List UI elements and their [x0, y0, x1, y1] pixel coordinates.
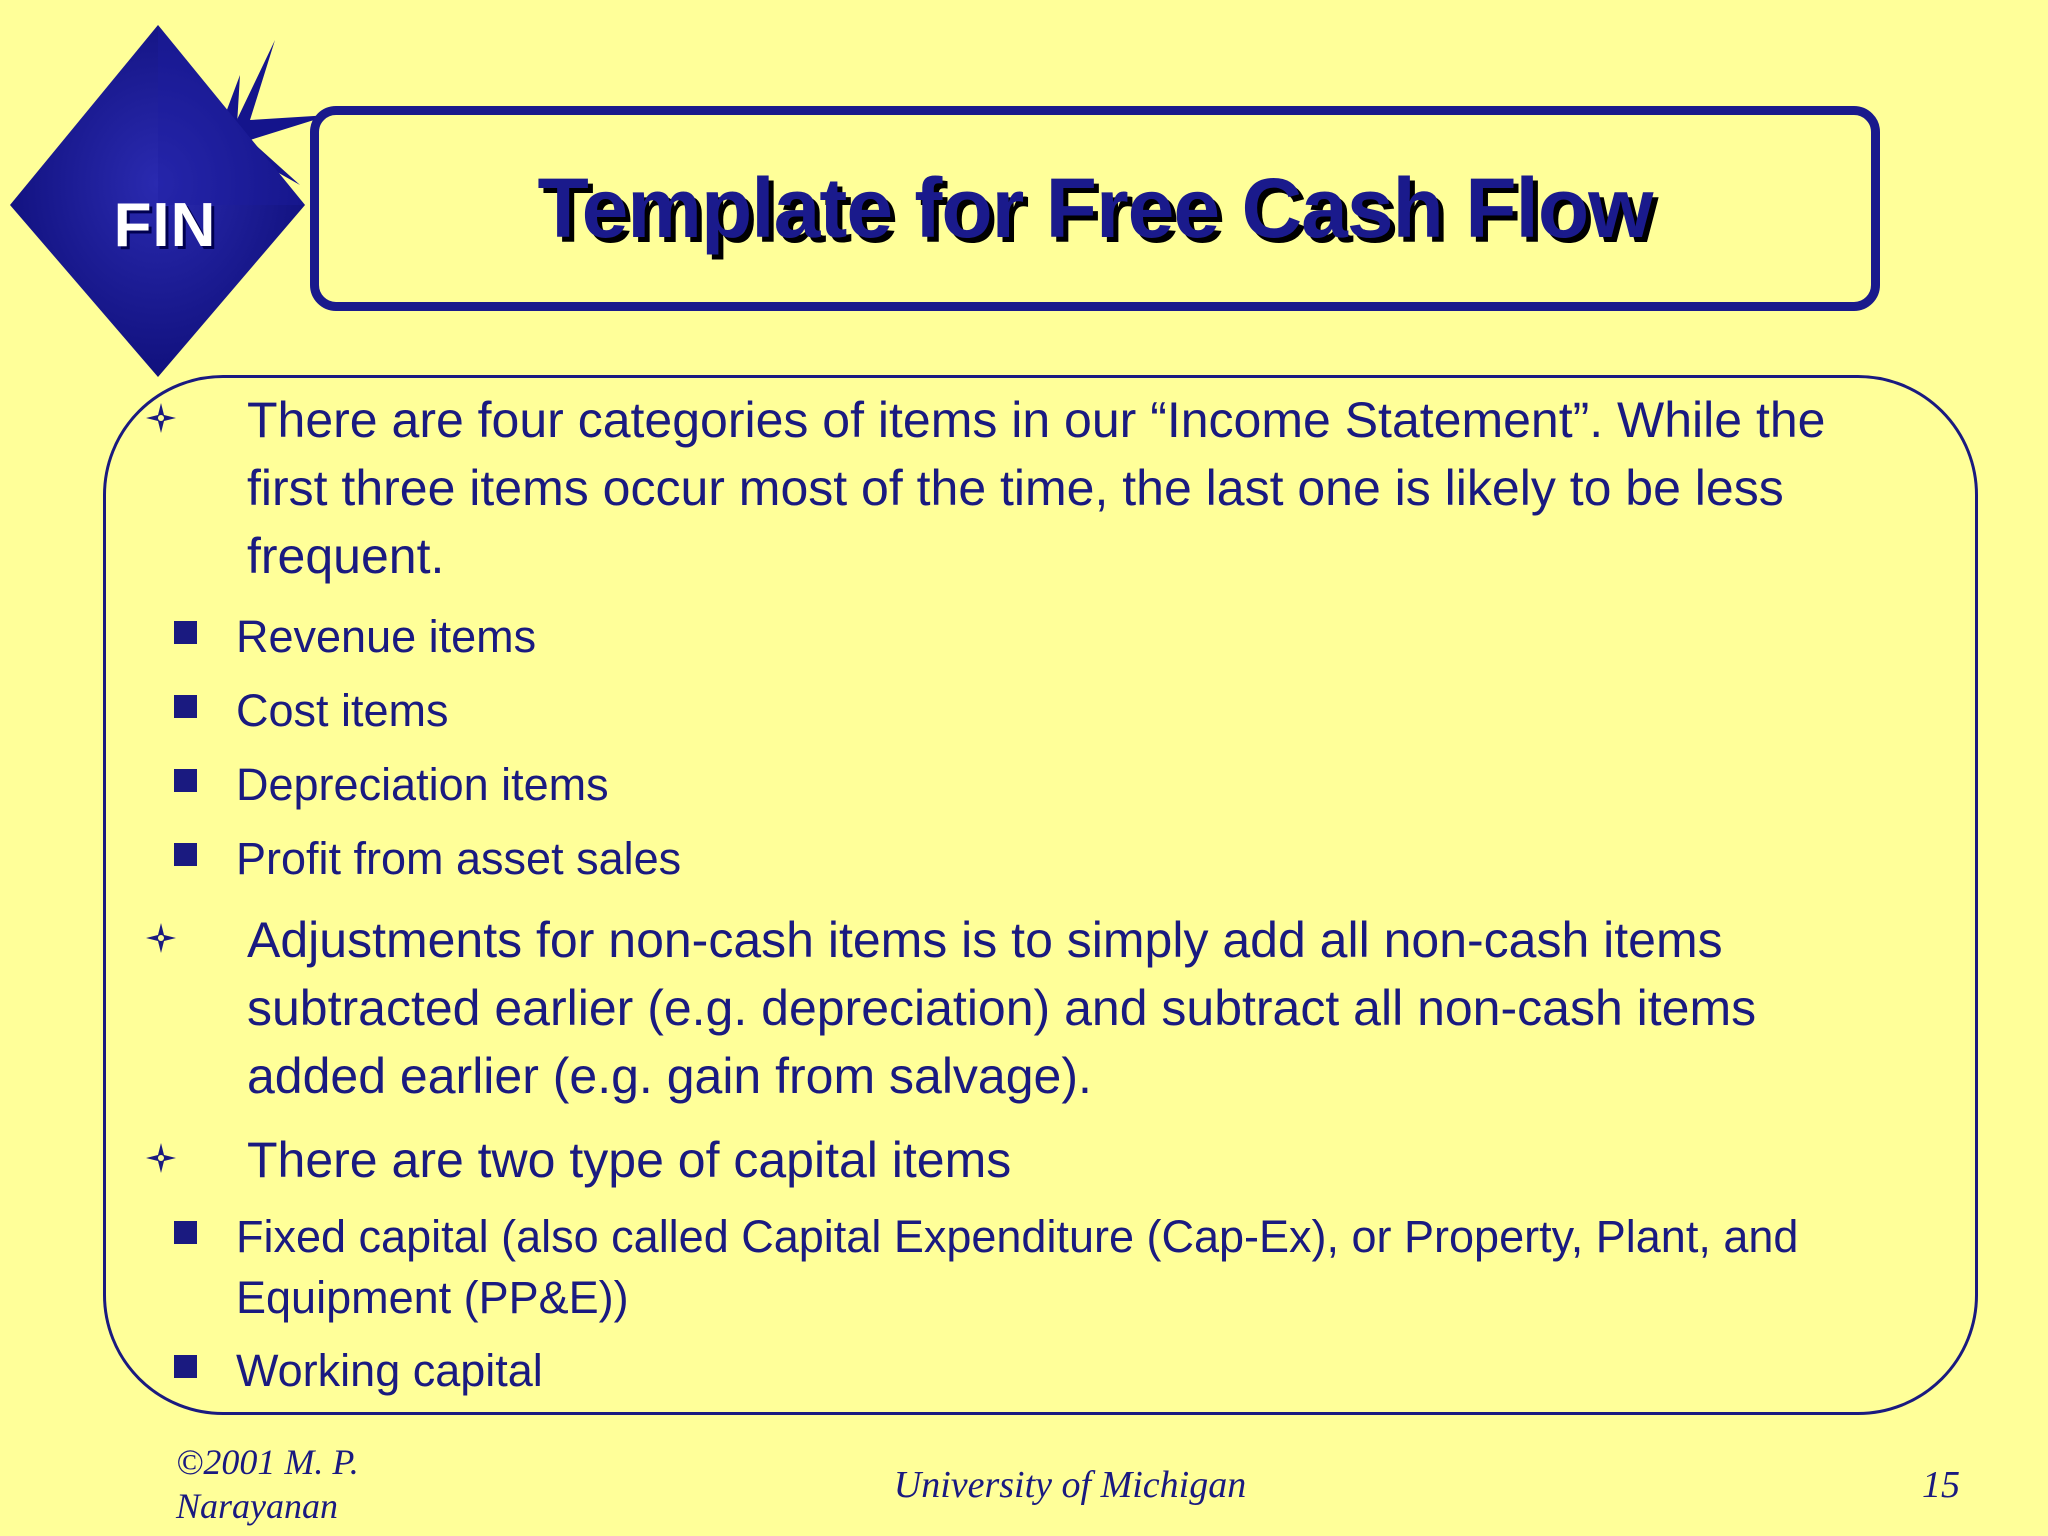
- square-bullet-icon: [174, 1221, 197, 1244]
- sub-bullet-text: Cost items: [236, 685, 449, 736]
- square-bullet-icon: [174, 621, 197, 644]
- logo-text: FIN: [113, 191, 217, 260]
- bullet-item: [145, 386, 1865, 590]
- sub-bullet-item: [172, 754, 1872, 815]
- square-bullet-icon: [174, 769, 197, 792]
- footer-institution: University of Michigan: [893, 1464, 1247, 1506]
- square-bullet-icon: [174, 843, 197, 866]
- bullet-text: Adjustments for non-cash items is to simply add all non-cash items subtracted earlier (e.g. depreciation) and subtract all non-cash items added earlier (e.g. gain from salvage).: [247, 912, 1757, 1104]
- sub-bullet-item: [172, 1340, 1872, 1401]
- footer-copyright: ©2001 M. P. Narayanan: [176, 1442, 359, 1526]
- diamond-bullet-icon: [145, 1142, 177, 1174]
- sub-bullet-item: [172, 1206, 1872, 1328]
- bullet-item: [145, 1126, 1865, 1194]
- sub-bullet-item: [172, 606, 1872, 667]
- square-bullet-icon: [174, 1355, 197, 1378]
- sub-bullet-text: Working capital: [236, 1345, 543, 1396]
- page-number: 15: [1922, 1464, 1960, 1506]
- sub-bullet-text: Fixed capital (also called Capital Expenditure (Cap-Ex), or Property, Plant, and Equipment (PP&E)): [236, 1211, 1799, 1323]
- bullet-text: There are four categories of items in our “Income Statement”. While the first three items occur most of the time, the last one is likely to be less frequent.: [247, 392, 1826, 584]
- bullet-text: There are two type of capital items: [247, 1132, 1012, 1188]
- sub-bullet-text: Revenue items: [236, 611, 537, 662]
- sub-bullet-item: [172, 828, 1872, 889]
- diamond-bullet-icon: [145, 402, 177, 434]
- sub-bullet-text: Profit from asset sales: [236, 833, 682, 884]
- bullet-item: [145, 906, 1865, 1110]
- sub-bullet-text: Depreciation items: [236, 759, 609, 810]
- square-bullet-icon: [174, 695, 197, 718]
- sub-bullet-item: [172, 680, 1872, 741]
- slide-title: Template for Free Cash Flow: [537, 161, 1653, 255]
- diamond-bullet-icon: [145, 922, 177, 954]
